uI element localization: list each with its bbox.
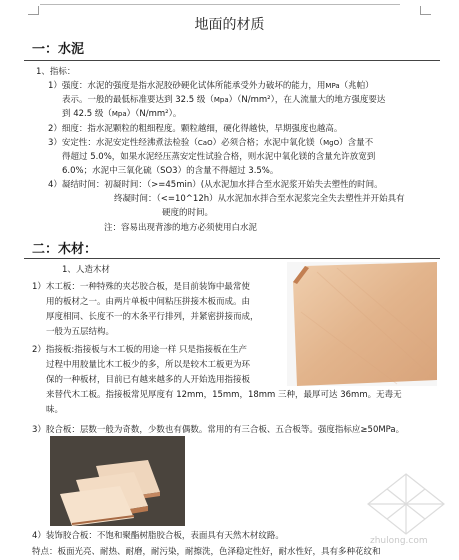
setting-time-line-2: 终凝时间：（<=10^12h）从水泥加水拌合至水泥浆完全失去塑性并开始具有 [114,194,405,204]
white-cement-note: 注：容易出现背渗的地方必须使用白水泥 [104,223,258,233]
finger-joint-line-4: 来替代木工板。指接板常见厚度有 12mm，15mm，18mm 三种，最厚可达 36mm。无毒无 [46,390,402,400]
blockboard-line-3: 厚度相同、长度不一的木条平行排列，并紧密拼接而成， [46,312,259,322]
soundness-line-3: 6.0%；水泥中三氧化硫（SO3）的含量不得超过 3.5%。 [62,166,279,176]
finger-joint-line-5: 味。 [46,405,64,415]
index-label: 1、指标： [36,67,76,77]
section-cement-rule [24,60,440,61]
blockboard-photo [287,262,437,386]
finger-joint-line-1: 2）指接板:指接板与木工板的用途一样 只是指接板在生产 [32,345,247,355]
fineness-line: 2）细度：指水泥颗粒的粗细程度。颗粒越细，硬化得越快，早期强度也越高。 [48,124,343,134]
setting-time-line-3: 硬度的时间。 [162,208,214,218]
page-margin-corner-right [420,6,431,15]
section-wood-heading: 二：木材： [32,242,98,257]
watermark-text: zhulong.com [370,536,428,546]
page-title: 地面的材质 [194,17,265,33]
header-line [40,4,400,5]
finger-joint-line-3: 保的一种板材，目前已有越来越多的人开始选用指接板 [46,375,251,385]
strength-line-3: 到 42.5 级（Mpa）（N/mm²）。 [62,109,182,119]
strength-line-2: 表示。一般的最低标准要达到 32.5 级（Mpa）（N/mm²），在人流量大的地方强度要达 [62,95,386,105]
plywood-line: 3）胶合板：层数一般为奇数，少数也有偶数。常用的有三合板、五合板等。强度指标应≥50MPa。 [32,425,405,435]
wood-subheading: 1、人造木材 [62,265,110,275]
strength-line-1: 1）强度：水泥的强度是指水泥胶砂硬化试体所能承受外力破坏的能力，用MPa（兆帕） [48,81,374,91]
section-cement-heading: 一：水泥 [32,42,85,57]
section-wood-rule [24,258,440,259]
setting-time-line-1: 4）凝结时间：初凝时间：（>=45min）(从水泥加水拌合至水泥浆开始失去塑性的时间。 [48,180,383,190]
finger-joint-line-2: 过程中用胶量比木工板少的多，所以是较木工板更为环 [46,360,251,370]
decorative-plywood-line: 4）装饰胶合板：不饱和聚酯树脂胶合板，表面具有天然木材纹路。 [32,531,284,541]
soundness-line-1: 3）安定性：水泥安定性经沸煮法检验（CaO）必须合格；水泥中氧化镁（MgO）含量不 [48,138,374,148]
page-margin-corner-left [28,6,39,15]
blockboard-line-4: 一般为五层结构。 [46,327,115,337]
soundness-line-2: 得超过 5.0%，如果水泥经压蒸安定性试验合格，则水泥中氧化镁的含量允许放宽到 [62,152,376,162]
blockboard-line-1: 1）木工板：一种特殊的夹芯胶合板，是目前装饰中最常使 [32,282,250,292]
features-line: 特点：板面光亮、耐热、耐磨，耐污染，耐擦洗，色泽稳定性好，耐水性好，具有多种花纹和 [32,547,381,557]
blockboard-line-2: 用的板材之一。由两片单板中间粘压拼接木板而成。由 [46,297,251,307]
plywood-photo [50,436,185,526]
